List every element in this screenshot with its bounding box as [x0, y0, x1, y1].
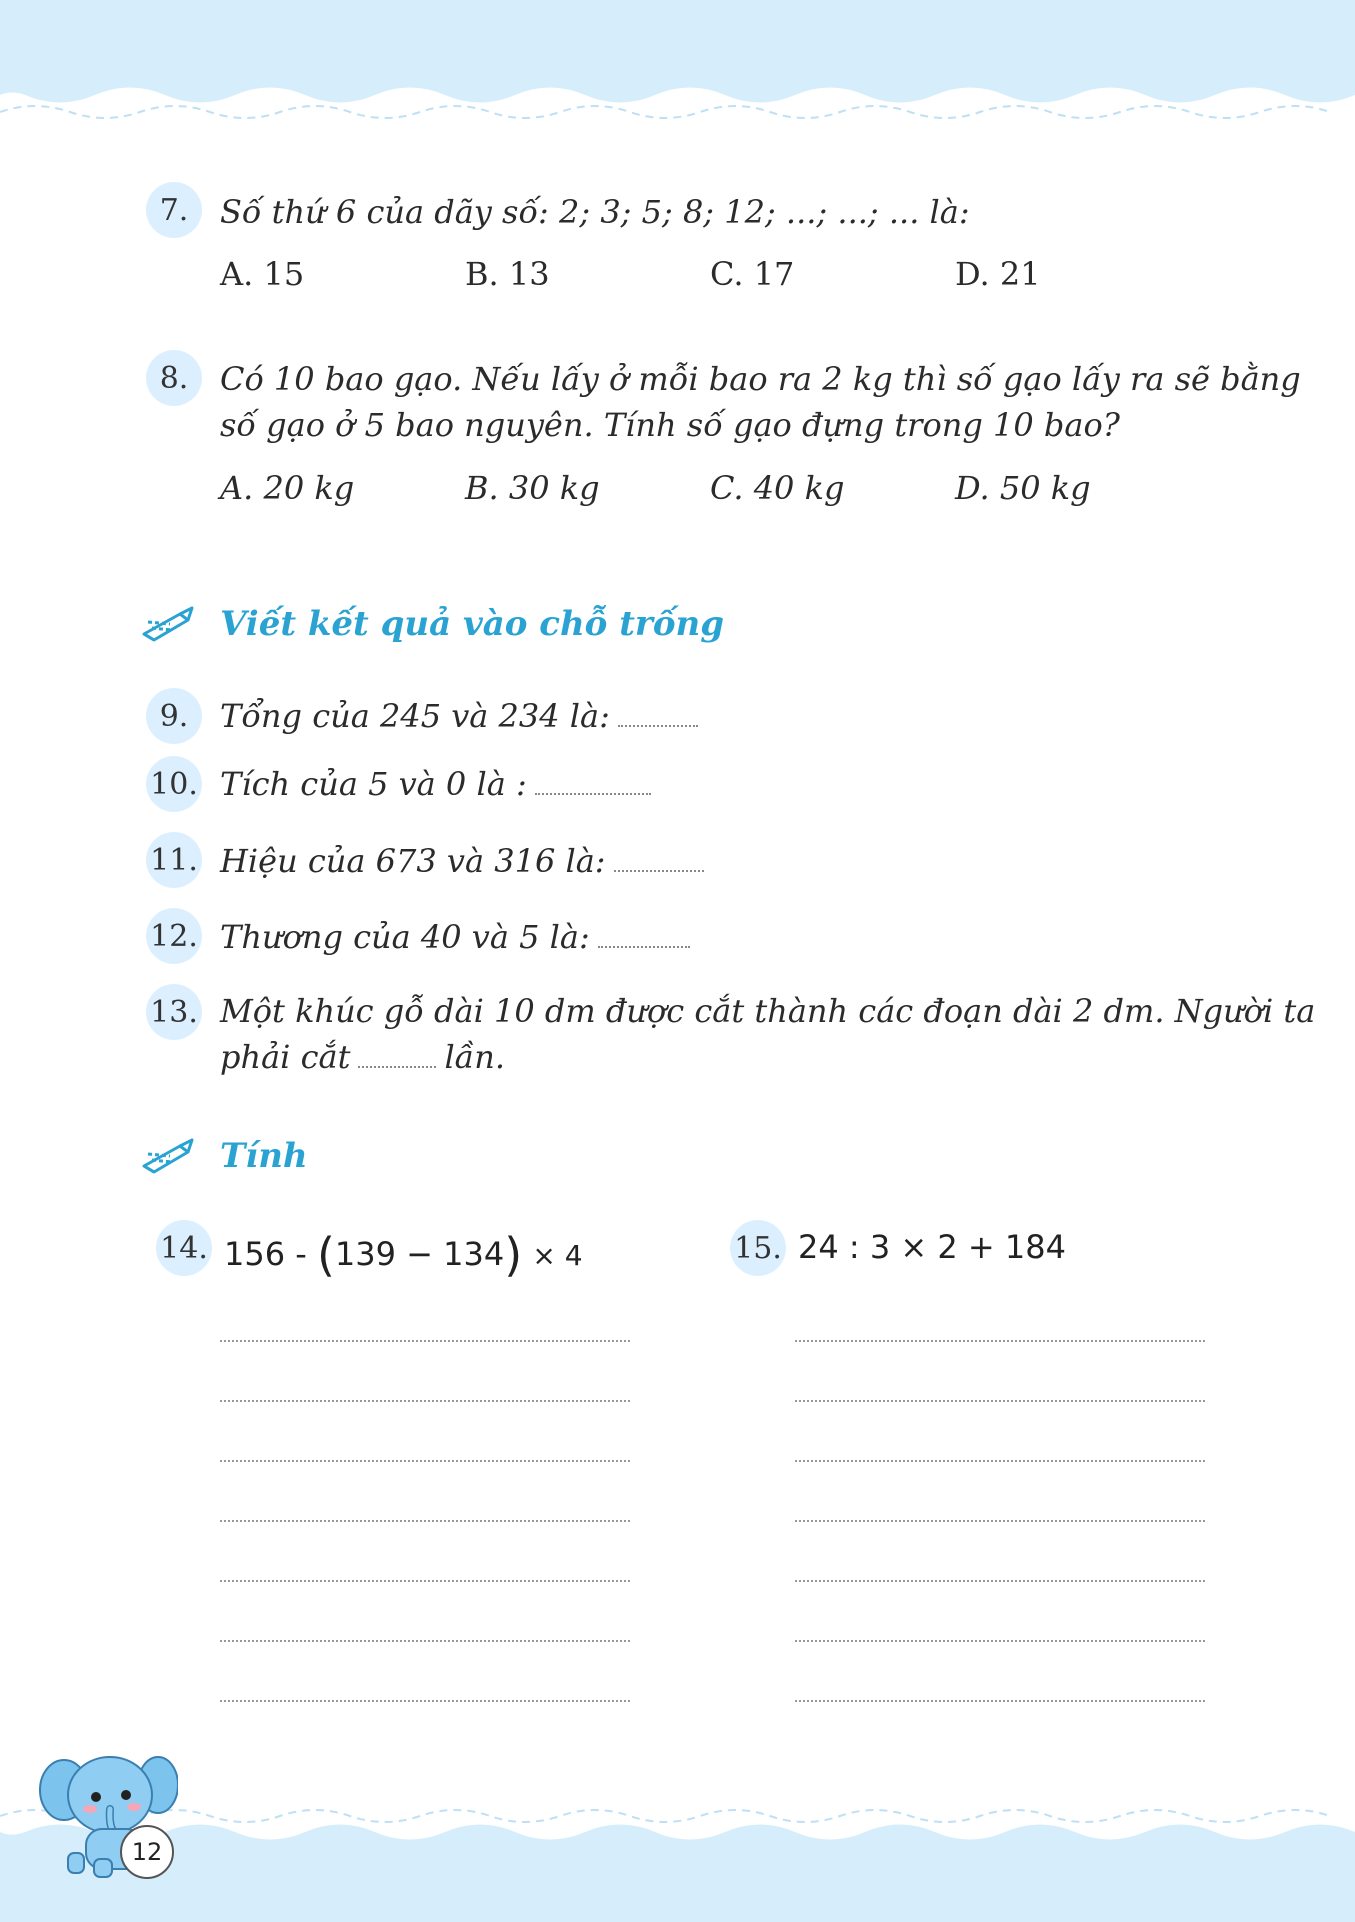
answer-blank-11[interactable]	[614, 870, 704, 872]
answer-line-15[interactable]	[795, 1460, 1205, 1462]
question-13-text-before: phải cắt	[220, 1038, 351, 1076]
question-13-line-2	[220, 1034, 505, 1080]
question-number-10: 10.	[146, 756, 202, 812]
question-10-text: Tích của 5 và 0 là :	[220, 765, 527, 803]
page-number: 12	[120, 1825, 174, 1879]
question-8-text-line-1: Có 10 bao gạo. Nếu lấy ở mỗi bao ra 2 kg thì số gạo lấy ra sẽ bằng	[220, 360, 1301, 398]
answer-line-15[interactable]	[795, 1400, 1205, 1402]
answer-line-14[interactable]	[220, 1340, 630, 1342]
section-title-calc: Tính	[220, 1136, 308, 1176]
question-number-12: 12.	[146, 908, 202, 964]
expression-14-part-a: 156 -	[224, 1235, 307, 1273]
section-title-fill: Viết kết quả vào chỗ trống	[220, 604, 724, 644]
question-13-text-line-1: Một khúc gỗ dài 10 dm được cắt thành các đoạn dài 2 dm. Người ta	[220, 992, 1316, 1030]
question-7-text: Số thứ 6 của dãy số: 2; 3; 5; 8; 12; ...; ...; ... là:	[220, 193, 970, 231]
question-8-option-a[interactable]: A. 20 kg	[220, 469, 355, 507]
expression-15: 24 : 3 × 2 + 184	[798, 1228, 1066, 1266]
question-number-11: 11.	[146, 832, 202, 888]
question-8-text-line-2: số gạo ở 5 bao nguyên. Tính số gạo đựng trong 10 bao?	[220, 406, 1120, 444]
question-7-option-c[interactable]: C. 17	[710, 255, 795, 293]
answer-blank-10[interactable]	[535, 793, 651, 795]
question-10-row	[220, 761, 651, 807]
question-7-option-d[interactable]: D. 21	[955, 255, 1041, 293]
answer-line-15[interactable]	[795, 1700, 1205, 1702]
paren-close: )	[504, 1228, 523, 1282]
question-12-row	[220, 914, 690, 960]
question-8-option-d[interactable]: D. 50 kg	[955, 469, 1091, 507]
answer-line-15[interactable]	[795, 1640, 1205, 1642]
question-number-7: 7.	[146, 182, 202, 238]
answer-line-14[interactable]	[220, 1700, 630, 1702]
question-number-8: 8.	[146, 350, 202, 406]
bottom-wave-band	[0, 1802, 1355, 1922]
question-number-15: 15.	[730, 1220, 786, 1276]
question-9-row	[220, 693, 698, 739]
answer-line-14[interactable]	[220, 1400, 630, 1402]
answer-blank-9[interactable]	[618, 725, 698, 727]
paren-open: (	[316, 1228, 335, 1282]
question-9-text: Tổng của 245 và 234 là:	[220, 697, 610, 735]
answer-line-14[interactable]	[220, 1580, 630, 1582]
answer-blank-12[interactable]	[598, 946, 690, 948]
pencil-icon	[140, 604, 200, 644]
answer-blank-13[interactable]	[358, 1066, 436, 1068]
expression-14-part-b: 139 − 134	[334, 1235, 505, 1273]
question-number-13: 13.	[146, 984, 202, 1040]
question-8-option-b[interactable]: B. 30 kg	[465, 469, 600, 507]
question-11-text: Hiệu của 673 và 316 là:	[220, 842, 606, 880]
question-8-option-c[interactable]: C. 40 kg	[710, 469, 845, 507]
question-7-option-b[interactable]: B. 13	[465, 255, 550, 293]
answer-line-14[interactable]	[220, 1460, 630, 1462]
answer-line-15[interactable]	[795, 1520, 1205, 1522]
answer-line-15[interactable]	[795, 1340, 1205, 1342]
question-12-text: Thương của 40 và 5 là:	[220, 918, 590, 956]
expression-14	[224, 1228, 583, 1282]
question-number-9: 9.	[146, 688, 202, 744]
answer-line-14[interactable]	[220, 1520, 630, 1522]
pencil-icon	[140, 1136, 200, 1176]
question-13-text-after: lần.	[444, 1038, 506, 1076]
answer-line-15[interactable]	[795, 1580, 1205, 1582]
question-11-row	[220, 838, 704, 884]
answer-line-14[interactable]	[220, 1640, 630, 1642]
question-7-option-a[interactable]: A. 15	[220, 255, 305, 293]
expression-14-part-c: × 4	[532, 1239, 583, 1272]
question-number-14: 14.	[156, 1220, 212, 1276]
top-wave-band	[0, 0, 1355, 120]
